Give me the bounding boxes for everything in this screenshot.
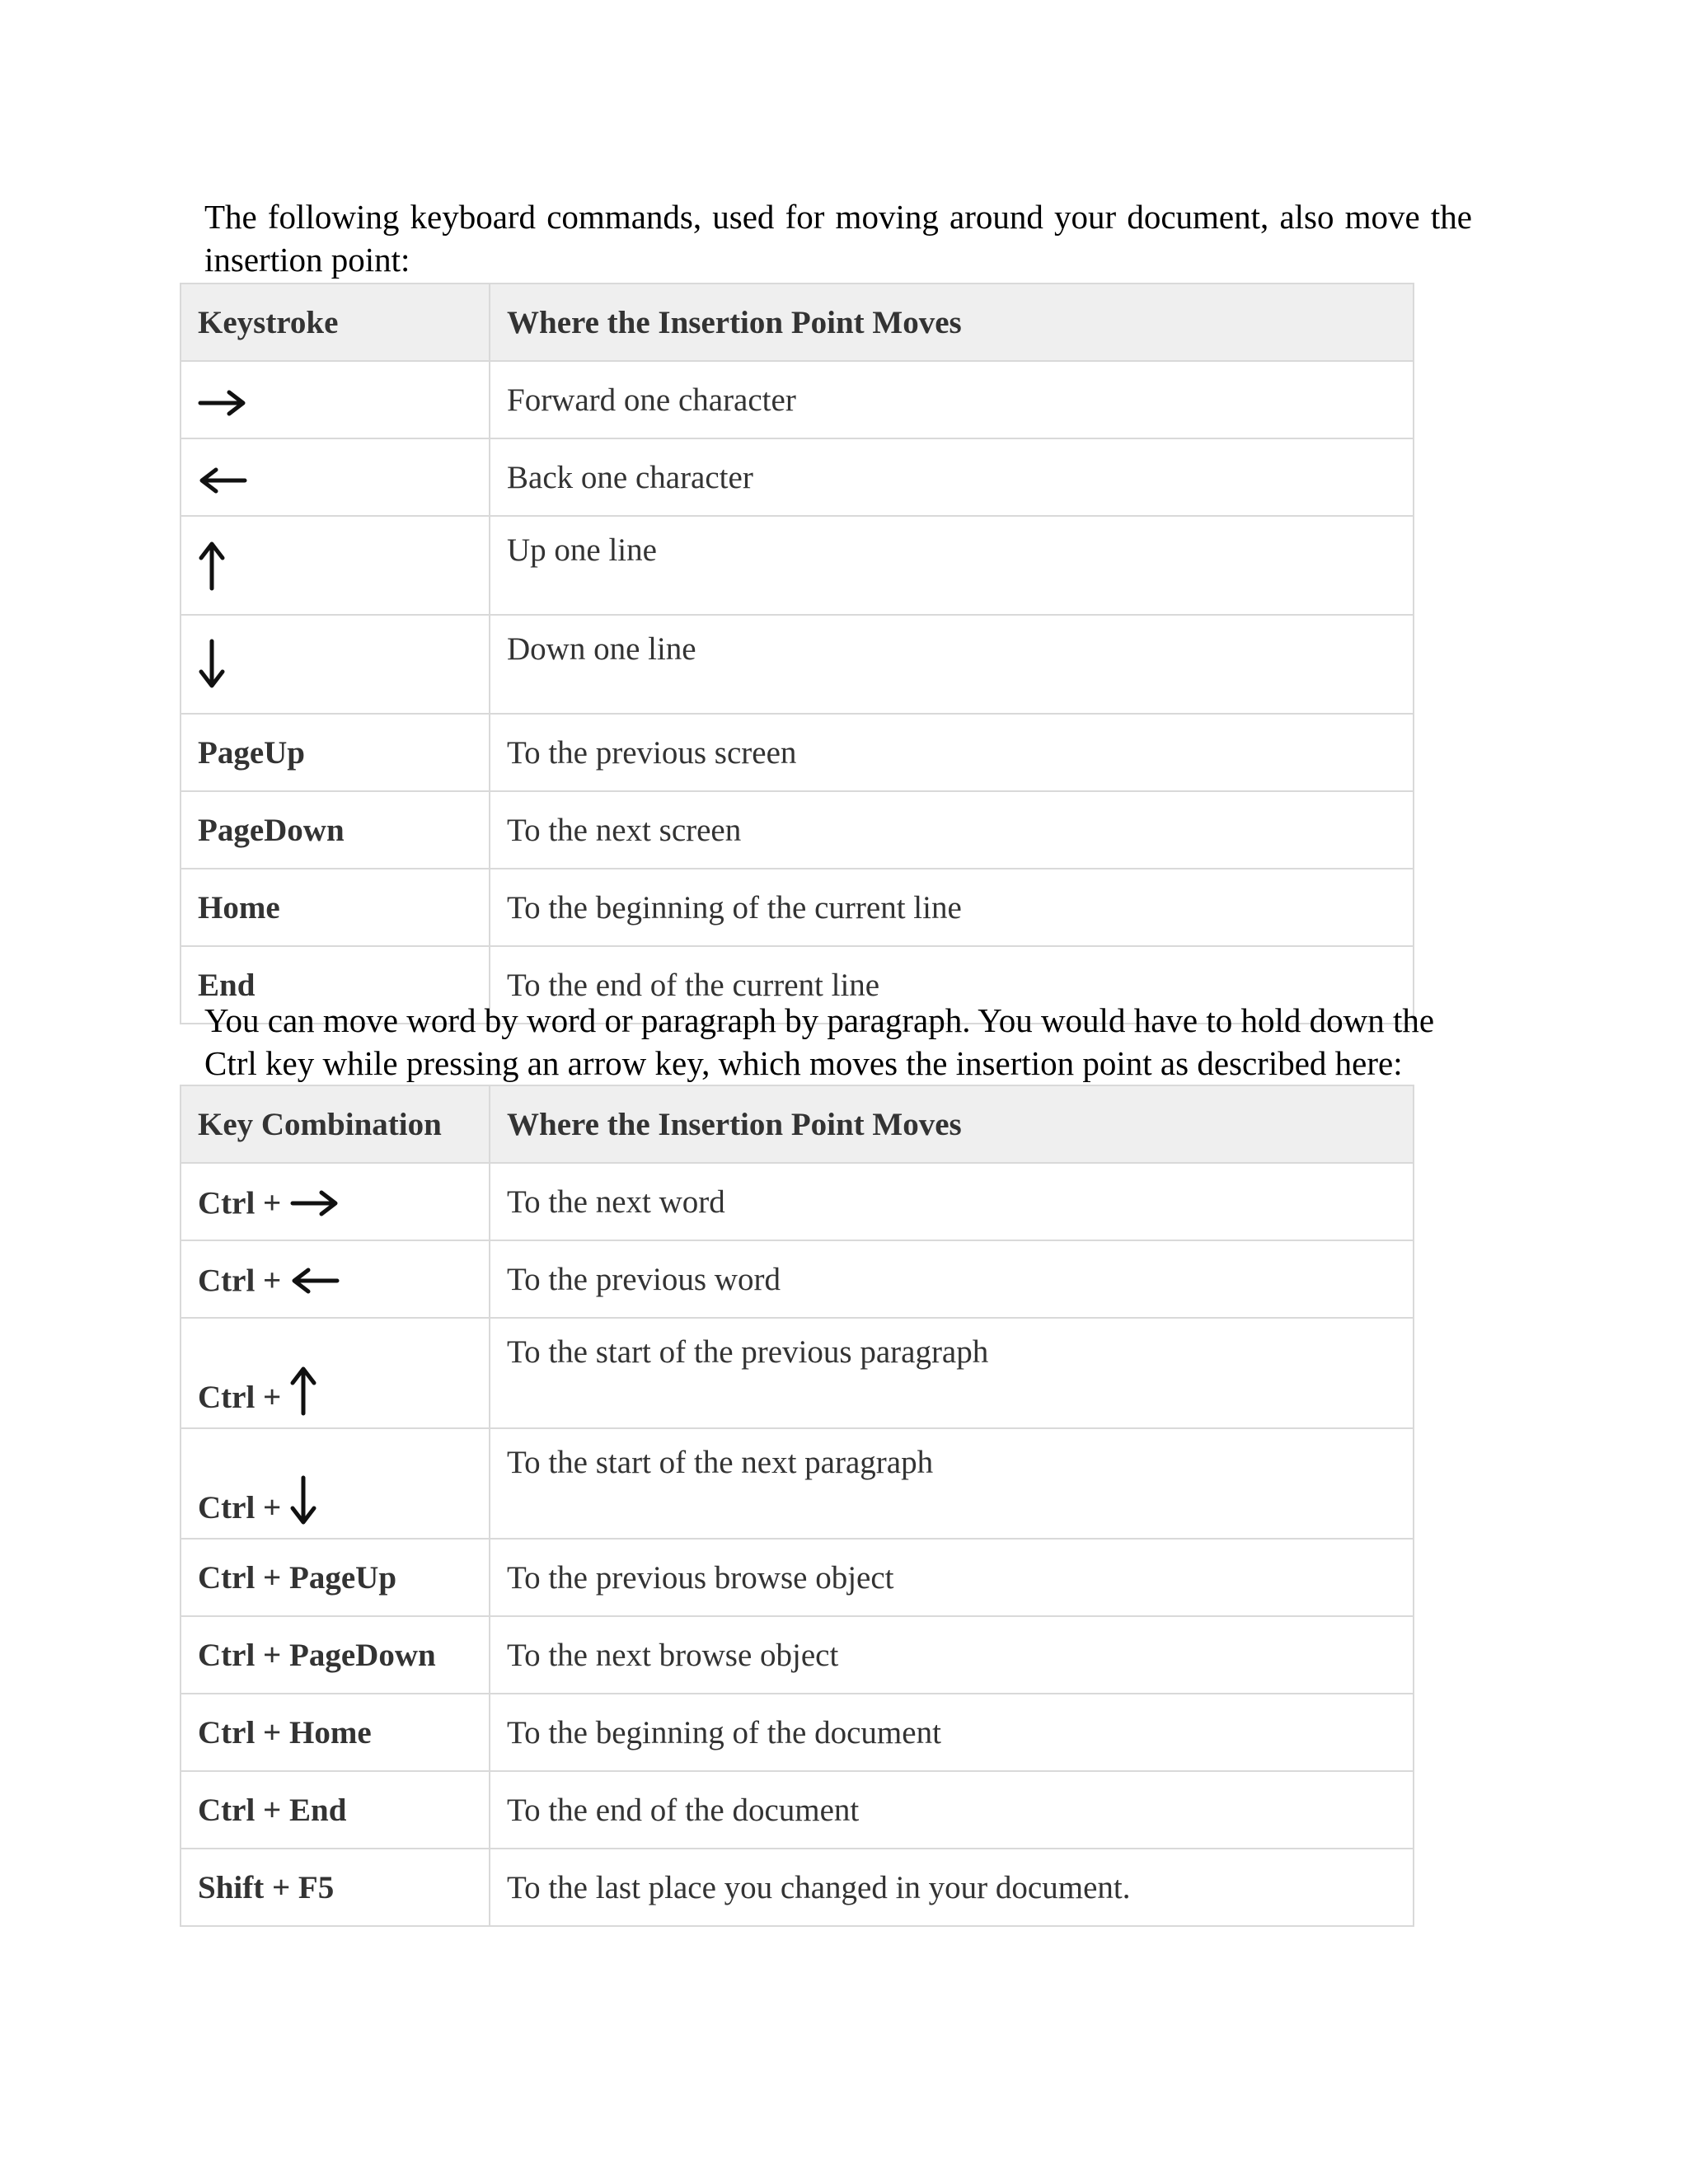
description-cell: To the start of the next paragraph [490, 1428, 1414, 1539]
right-arrow-icon [198, 389, 247, 417]
down-arrow-icon [198, 639, 226, 690]
table-row [181, 438, 1414, 516]
table-row [181, 1240, 1414, 1318]
table-row [181, 615, 1414, 714]
table-row [181, 1428, 1414, 1539]
keystroke-cell [181, 516, 490, 615]
ctrl-label: Ctrl + [198, 1490, 282, 1526]
description-cell: To the next screen [490, 791, 1414, 869]
description-cell: To the beginning of the document [490, 1694, 1414, 1771]
table-row [181, 516, 1414, 615]
table-row [181, 1849, 1414, 1926]
up-arrow-icon [198, 540, 226, 591]
keystroke-cell: Ctrl + End [181, 1771, 490, 1849]
keystroke-cell [181, 1318, 490, 1428]
description-cell: To the previous word [490, 1240, 1414, 1318]
description-cell: Forward one character [490, 361, 1414, 438]
table-row [181, 1539, 1414, 1616]
column-header-where: Where the Insertion Point Moves [490, 284, 1414, 361]
ctrl-label: Ctrl + [198, 1380, 282, 1415]
description-cell: To the next word [490, 1163, 1414, 1240]
description-cell: To the last place you changed in your document. [490, 1849, 1414, 1926]
left-arrow-icon [198, 466, 247, 494]
description-cell: To the start of the previous paragraph [490, 1318, 1414, 1428]
keystroke-cell [181, 1163, 490, 1240]
column-header-key-combination: Key Combination [181, 1085, 490, 1163]
description-cell: Back one character [490, 438, 1414, 516]
table-row [181, 791, 1414, 869]
table-header-row [181, 284, 1414, 361]
table-row [181, 1694, 1414, 1771]
keystroke-cell: End [181, 946, 490, 1024]
down-arrow-icon [289, 1475, 317, 1526]
keystroke-cell: Ctrl + Home [181, 1694, 490, 1771]
table-header-row [181, 1085, 1414, 1163]
keystroke-cell: Home [181, 869, 490, 946]
left-arrow-icon [289, 1267, 340, 1295]
table-row [181, 714, 1414, 791]
table-row [181, 1163, 1414, 1240]
keystroke-cell: Ctrl + PageUp [181, 1539, 490, 1616]
keystroke-cell [181, 1240, 490, 1318]
keystroke-cell [181, 361, 490, 438]
table-row [181, 1318, 1414, 1428]
up-arrow-icon [289, 1365, 317, 1416]
keystroke-cell: Ctrl + PageDown [181, 1616, 490, 1694]
description-cell: To the end of the current line [490, 946, 1414, 1024]
table-row [181, 1771, 1414, 1849]
description-cell: To the next browse object [490, 1616, 1414, 1694]
keystroke-cell: PageDown [181, 791, 490, 869]
keystroke-cell [181, 615, 490, 714]
keystroke-cell: PageUp [181, 714, 490, 791]
description-cell: Down one line [490, 615, 1414, 714]
column-header-keystroke: Keystroke [181, 284, 490, 361]
middle-paragraph: You can move word by word or paragraph by paragraph. You would have to hold down the Ctrl key while pressing an arrow key, which moves the insertion point as described here: [204, 1001, 1435, 1082]
description-cell: To the end of the document [490, 1771, 1414, 1849]
description-cell: Up one line [490, 516, 1414, 615]
table-row [181, 1616, 1414, 1694]
description-cell: To the previous screen [490, 714, 1414, 791]
table-row [181, 869, 1414, 946]
ctrl-label: Ctrl + [198, 1263, 282, 1299]
description-cell: To the previous browse object [490, 1539, 1414, 1616]
key-combination-table [180, 1085, 1414, 1927]
keystroke-cell: Shift + F5 [181, 1849, 490, 1926]
column-header-where: Where the Insertion Point Moves [490, 1085, 1414, 1163]
table-row [181, 361, 1414, 438]
description-cell: To the beginning of the current line [490, 869, 1414, 946]
keystroke-cell [181, 1428, 490, 1539]
intro-paragraph: The following keyboard commands, used for moving around your document, also move the insertion point: [204, 198, 1472, 279]
right-arrow-icon [289, 1189, 340, 1217]
keystroke-table [180, 283, 1414, 1024]
keystroke-cell [181, 438, 490, 516]
ctrl-label: Ctrl + [198, 1185, 282, 1221]
